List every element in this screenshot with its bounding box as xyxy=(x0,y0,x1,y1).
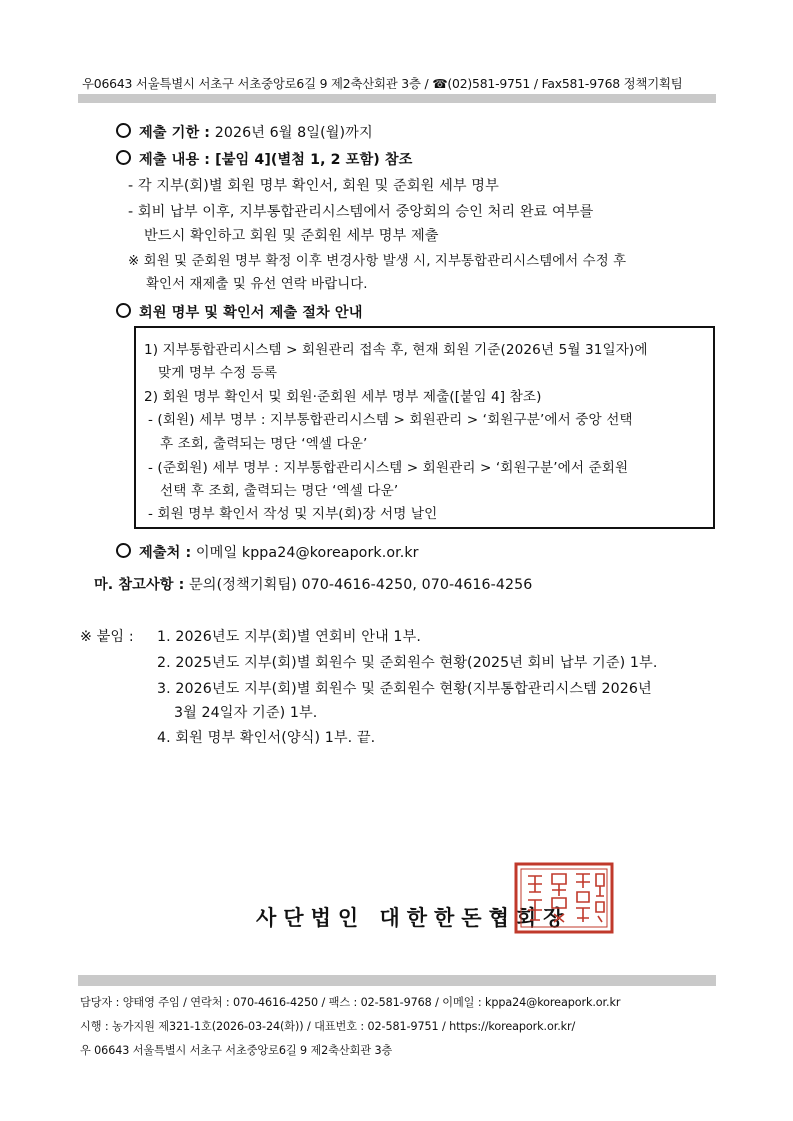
deadline-label: 제출 기한 : xyxy=(139,125,211,141)
submit-row xyxy=(116,542,419,562)
circle-bullet-icon xyxy=(116,150,131,165)
submit-email: 이메일 kppa24@koreapork.or.kr xyxy=(195,545,419,561)
footer-enforcement: 시행 : 농가지원 제321-1호(2026-03-24(화)) / 대표번호 : 02-581-9751 / https://koreapork.or.kr/ xyxy=(80,1020,576,1033)
deadline-row xyxy=(116,122,373,142)
attachment-item: 3월 24일자 기준) 1부. xyxy=(174,705,318,721)
procedure-line: 1) 지부통합관리시스템 > 회원관리 접속 후, 현재 회원 기준(2026년 5월 31일자)에 xyxy=(144,342,648,358)
header-divider xyxy=(78,94,716,103)
content-item: - 회비 납부 이후, 지부통합관리시스템에서 중앙회의 승인 처리 완료 여부를 xyxy=(128,204,594,220)
attachment-item: 2. 2025년도 지부(회)별 회원수 및 준회원수 현황(2025년 회비 납부 기준) 1부. xyxy=(157,655,658,671)
attachment-item: 1. 2026년도 지부(회)별 연회비 안내 1부. xyxy=(157,629,421,645)
content-note: 확인서 재제출 및 유선 연락 바랍니다. xyxy=(146,277,368,292)
procedure-row xyxy=(116,302,363,322)
procedure-line: 후 조회, 출력되는 명단 ‘엑셀 다운’ xyxy=(160,436,368,452)
signature-title: 사단법인 대한한돈협회장 xyxy=(256,906,571,930)
header-address: 우06643 서울특별시 서초구 서초중앙로6길 9 제2축산회관 3층 / ☎(02)581-9751 / Fax581-9768 정책기획팀 xyxy=(82,76,683,91)
procedure-line: 선택 후 조회, 출력되는 명단 ‘엑셀 다운’ xyxy=(160,483,399,499)
procedure-line: - (준회원) 세부 명부 : 지부통합관리시스템 > 회원관리 > ‘회원구분’에서 준회원 xyxy=(148,460,629,476)
content-item: 반드시 확인하고 회원 및 준회원 세부 명부 제출 xyxy=(144,228,439,244)
footer-divider xyxy=(78,975,716,986)
attachment-item: 4. 회원 명부 확인서(양식) 1부. 끝. xyxy=(157,730,376,746)
reference-label: 마. 참고사항 : xyxy=(94,577,185,593)
circle-bullet-icon xyxy=(116,543,131,558)
procedure-line: 2) 회원 명부 확인서 및 회원·준회원 세부 명부 제출([붙임 4] 참조) xyxy=(144,389,542,405)
procedure-line: - 회원 명부 확인서 작성 및 지부(회)장 서명 날인 xyxy=(148,506,438,522)
content-label: 제출 내용 : [붙임 4](별첨 1, 2 포함) 참조 xyxy=(139,152,413,168)
circle-bullet-icon xyxy=(116,303,131,318)
content-item: - 각 지부(회)별 회원 명부 확인서, 회원 및 준회원 세부 명부 xyxy=(128,178,499,194)
submit-label: 제출처 : xyxy=(139,545,192,561)
procedure-line: 맞게 명부 수정 등록 xyxy=(158,365,278,381)
circle-bullet-icon xyxy=(116,123,131,138)
attachments-prefix: ※ 붙임 : xyxy=(80,629,134,645)
deadline-value: 2026년 6월 8일(월)까지 xyxy=(214,125,373,141)
official-seal-icon xyxy=(514,862,614,934)
content-note: ※ 회원 및 준회원 명부 확정 이후 변경사항 발생 시, 지부통합관리시스템에서 수정 후 xyxy=(128,254,627,269)
content-row xyxy=(116,149,413,169)
reference-value: 문의(정책기획팀) 070-4616-4250, 070-4616-4256 xyxy=(189,577,533,593)
footer-contact: 담당자 : 양태영 주임 / 연락처 : 070-4616-4250 / 팩스 : 02-581-9768 / 이메일 : kppa24@koreapork.or.kr xyxy=(80,996,621,1009)
procedure-box xyxy=(134,326,715,529)
reference-row xyxy=(94,574,532,594)
procedure-line: - (회원) 세부 명부 : 지부통합관리시스템 > 회원관리 > ‘회원구분’에서 중앙 선택 xyxy=(148,412,633,428)
attachment-item: 3. 2026년도 지부(회)별 회원수 및 준회원수 현황(지부통합관리시스템 2026년 xyxy=(157,681,652,697)
procedure-label: 회원 명부 및 확인서 제출 절차 안내 xyxy=(139,305,363,321)
footer-address: 우 06643 서울특별시 서초구 서초중앙로6길 9 제2축산회관 3층 xyxy=(80,1044,393,1057)
